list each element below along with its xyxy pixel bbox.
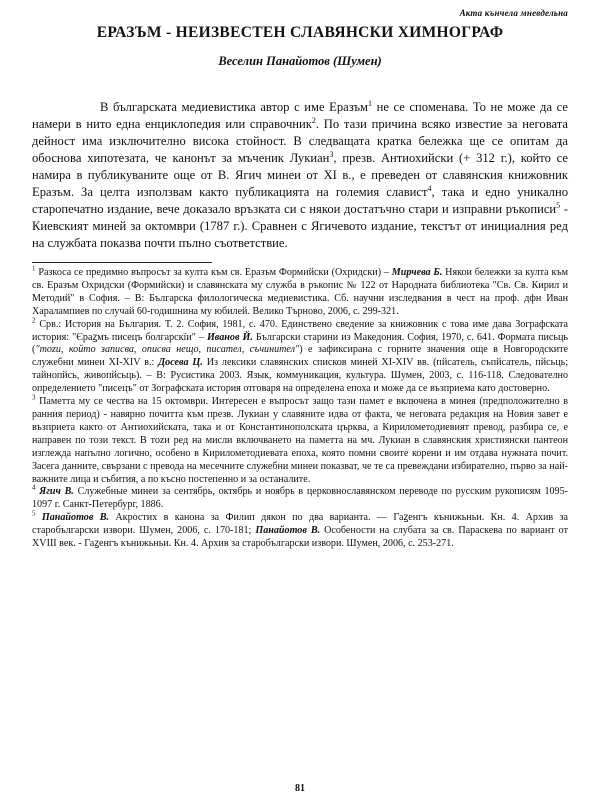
footnote-number: 4 [32, 484, 36, 493]
footnote-1 [32, 264, 568, 319]
footnote-ref-2[interactable]: 2 [311, 115, 316, 125]
page-number: 81 [295, 783, 305, 794]
footnote-ref-3[interactable]: 3 [329, 149, 334, 159]
article-title: ЕРАЗЪМ - НЕИЗВЕСТЕН СЛАВЯНСКИ ХИМНОГРАФ [96, 24, 504, 41]
body-text-segment: не се споменава. То не може да се намери в нито една енциклопедия или справочник [32, 100, 568, 131]
footnote-number: 5 [32, 509, 36, 518]
footnote-author: Досева Ц. [158, 357, 203, 369]
body-paragraph [32, 99, 568, 252]
footnote-author: Мирчева Б. [391, 267, 443, 278]
footnote-author: Панайотов В. [255, 525, 321, 537]
footnote-text: Някои бележки за култа към св. Еразъм Охридски (Формийски) и славянската му служба в ръкопис № 122 от Народната библиотека "Св. Св. Кирил и Методий" в София. – В: Българска филологическа медиевистика. Сб. научни изследвания в чест на проф. дфн Иван Харалампиев по случай 60-годишнина му юбилей. Велико Търново, 2006, с. 299-321. [32, 267, 568, 317]
footnote-4 [32, 486, 568, 512]
footnote-text: Български старини из Македония. София, 1970, с. 641. Формата письць ( [32, 331, 569, 356]
footnote-author: Иванов Й. [206, 331, 253, 343]
footnote-text: Особености на слубата за св. Параскева по вариант от XVIII век. - Гаꙁенгъ кънижьньи. Кн. 4. Архив за старобългарски извори. Шумен, 2006, с. 253-271. [32, 525, 568, 550]
footnote-ref-1[interactable]: 1 [367, 98, 372, 108]
body-text-segment: . По тази причина всяко известие за неговата дейност има изключително висока стойност. В следващата кратка бележка ще се опитам да обосновa хипотезата, че канонът за мъченик Лукиан [32, 117, 569, 165]
article-author: Веселин Панайотов (Шумен) [218, 54, 382, 68]
footnote-number: 2 [32, 316, 36, 325]
footnote-author: Панайотов В. [41, 512, 109, 524]
body-text-segment: - Киевският миней за октомври (1787 г.). Сравнен с Ягичевото издание, текстът от инициалния ред на службата показва почти пълно съответствие. [32, 202, 568, 250]
footnote-text: ) е зафиксирана с горните значения още в Новгородските служебни минеи XI-XIV в.: [32, 344, 568, 369]
footnote-text: Паметта му се чества на 15 октомври. Интересен е въпросът защо тази памет е включена в минея (предположително в ранния период) - навярно почитта към презв. Лукиан у славяните идва от факта, че неговата редакция на Новия завет е възприета както от Антиохийската, така и от Константинополската църква, а Кирилометодиевият превод, разбира се, е направен по този текст. В тоzи ред на мисли включването на паметта на мч. Лукиан в славянския християнски пантеон изглежда напълно логично, особено в Кирилометодиевата епоха, която помни своите корени и им отдава нужната почит. Засега данните, свързани с превода на месечните служебни минеи показват, че те са превеждани избирателно, първо за най-важните лица и събития, а по късно постепенно и за останалите. [32, 396, 568, 485]
body-text-segment: , така и едно уникално старопечатно издание, вече доказало връзката си с някои достатъчно стари и изправни ръкописи [32, 185, 568, 216]
footnote-5 [32, 509, 569, 551]
footnotes [32, 264, 569, 551]
body-text-segment: В българската медиевистика автор с име Еразъм [100, 100, 368, 114]
footnote-2 [32, 316, 569, 396]
footnote-text: Срв.: История на България. Т. 2. София, 1981, с. 470. Единствено сведение за книжовник с това име дава Зографската история: "Єраꙁмъ писецъ болгарскїи" – [32, 318, 568, 343]
footnote-text: Акростих в канона за Филип дякон по два варианта. — Гаꙁенгъ кънижьньи. Кн. 4. Архив за старобългарски извори. Шумен, 2006, с. 170-181; [32, 512, 569, 537]
body-text-segment: , презв. Антиохийски (+ 312 г.), който се намира в публикуваните още от В. Ягич минеи от XI в., е преведен от славянския книжовник Еразъм. За целта използвам както публикацията на големия славист [32, 151, 568, 199]
footnote-author: Ягич В. [39, 486, 74, 498]
footnote-text: Служебные минеи за сентябрь, октябрь и ноябрь в церковнославянском переводе по русским рукописям 1095-1097 г. Санкт-Петербург, 1886. [32, 486, 569, 511]
footnote-ref-5[interactable]: 5 [556, 200, 561, 210]
footnote-text: Из лексики славянских списков миней XI-XIV вв. (пйсатель, съпйсатель, пйсьць; тайнопйсь, живопйсьць). – В: Русистика 2003. Язык, коммуникация, культура. Шумен, 2003, с. 116-118. Следователно определението "писецъ" от Зографската история отговаря на определена епоха и може да се възприема като достоверно. [32, 357, 569, 395]
footnote-ref-4[interactable]: 4 [427, 183, 432, 193]
footnote-separator [32, 262, 212, 263]
footnote-3 [32, 393, 568, 486]
footnote-text: Разкоса се предимно въпросът за култа към св. Еразъм Формийски (Охридски) – [35, 267, 392, 278]
footnote-number: 1 [32, 264, 36, 273]
running-head: Акта кънчела мневдельна [459, 8, 568, 18]
footnote-number: 3 [32, 393, 36, 402]
footnote-italic-gloss: "тоzи, който записва, описва нещо, писател, съчинител" [35, 344, 300, 356]
